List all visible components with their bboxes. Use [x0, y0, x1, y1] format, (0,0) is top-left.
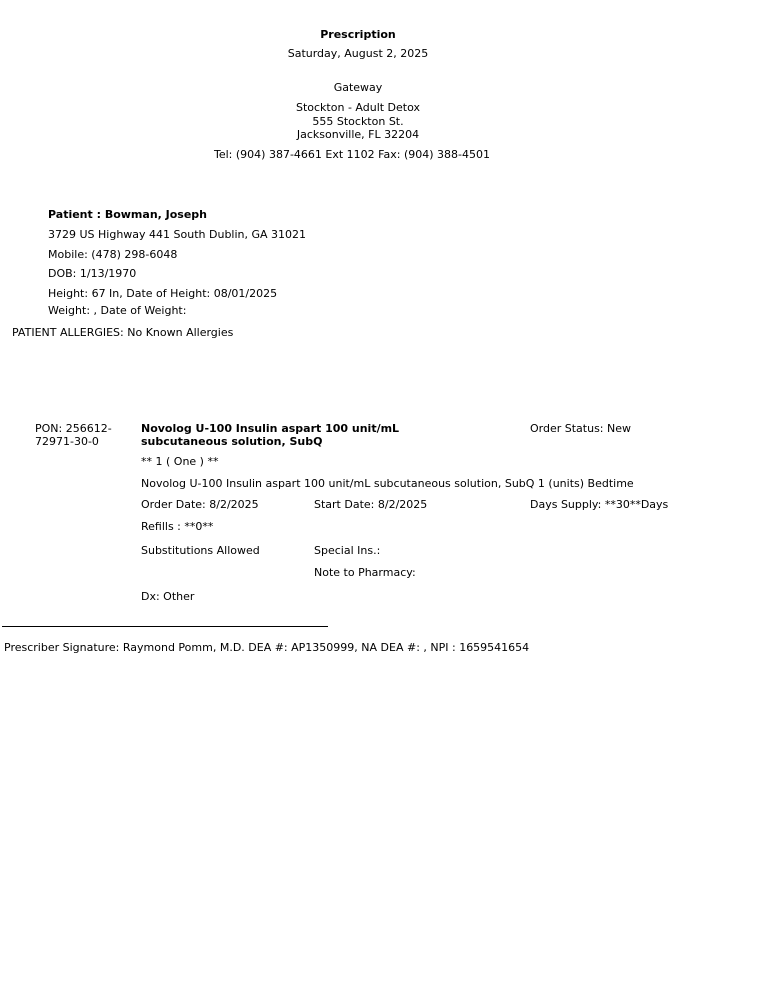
organization-name: Gateway — [333, 81, 383, 94]
diagnosis: Dx: Other — [141, 590, 195, 603]
order-quantity: ** 1 ( One ) ** — [141, 455, 219, 468]
special-instructions: Special Ins.: — [314, 544, 381, 557]
facility-contact: Tel: (904) 387-4661 Ext 1102 Fax: (904) 388-4501 — [214, 148, 490, 161]
refills: Refills : **0** — [141, 520, 214, 533]
patient-height: Height: 67 In, Date of Height: 08/01/2025 — [48, 287, 278, 300]
order-sig: Novolog U-100 Insulin aspart 100 unit/mL subcutaneous solution, SubQ 1 (units) Bedtime — [141, 477, 634, 490]
prescriber-signature: Prescriber Signature: Raymond Pomm, M.D. DEA #: AP1350999, NA DEA #: , NPI : 1659541654 — [4, 641, 530, 654]
note-to-pharmacy: Note to Pharmacy: — [314, 566, 416, 579]
patient-weight: Weight: , Date of Weight: — [48, 304, 187, 317]
patient-allergies: PATIENT ALLERGIES: No Known Allergies — [12, 326, 234, 339]
substitutions: Substitutions Allowed — [141, 544, 260, 557]
order-pon-line1: PON: 256612- — [35, 422, 112, 435]
facility-address-line2: Jacksonville, FL 32204 — [296, 128, 420, 141]
patient-mobile: Mobile: (478) 298-6048 — [48, 248, 178, 261]
days-supply: Days Supply: **30**Days — [530, 498, 669, 511]
order-pon-line2: 72971-30-0 — [35, 435, 99, 448]
patient-name: Patient : Bowman, Joseph — [48, 208, 208, 221]
start-date: Start Date: 8/2/2025 — [314, 498, 428, 511]
order-status: Order Status: New — [530, 422, 632, 435]
prescription-date: Saturday, August 2, 2025 — [287, 47, 429, 60]
page-title: Prescription — [320, 28, 396, 41]
signature-rule — [2, 626, 328, 627]
patient-address: 3729 US Highway 441 South Dublin, GA 31021 — [48, 228, 307, 241]
drug-name-line2: subcutaneous solution, SubQ — [141, 435, 323, 448]
patient-dob: DOB: 1/13/1970 — [48, 267, 137, 280]
facility-name: Stockton - Adult Detox — [295, 101, 421, 114]
drug-name-line1: Novolog U-100 Insulin aspart 100 unit/mL — [141, 422, 400, 435]
facility-address-line1: 555 Stockton St. — [312, 115, 404, 128]
order-date: Order Date: 8/2/2025 — [141, 498, 259, 511]
